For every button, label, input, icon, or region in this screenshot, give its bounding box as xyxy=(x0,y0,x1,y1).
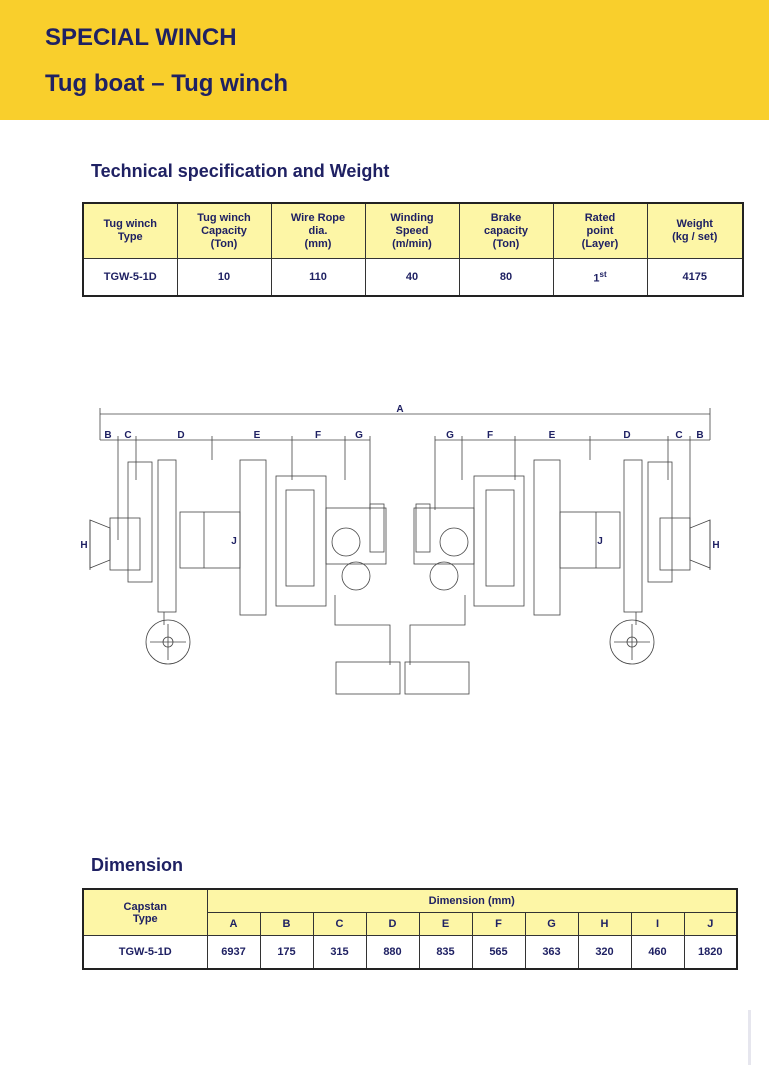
dimension-value-cell: 460 xyxy=(631,936,684,970)
label-right: C xyxy=(675,430,683,441)
dimension-value-cell: 6937 xyxy=(207,936,260,970)
dimension-col-header: H xyxy=(578,913,631,936)
dimension-data-row xyxy=(83,936,737,970)
spec-speed-cell: 40 xyxy=(365,259,459,297)
dimension-col-header: J xyxy=(684,913,737,936)
dimension-col-header: E xyxy=(419,913,472,936)
dimension-value-cell: 565 xyxy=(472,936,525,970)
dimension-table xyxy=(82,888,738,970)
dimension-col-header: A xyxy=(207,913,260,936)
label-left: C xyxy=(124,430,132,441)
dimension-group-row xyxy=(83,889,737,913)
label-left: F xyxy=(314,430,322,441)
label-right: G xyxy=(446,430,454,441)
spec-data-row xyxy=(83,259,743,297)
dimension-value-cell: 835 xyxy=(419,936,472,970)
label-right: F xyxy=(486,430,494,441)
spec-header-cell: Brake capacity (Ton) xyxy=(459,203,553,259)
spec-header-cell: Wire Rope dia. (mm) xyxy=(271,203,365,259)
dimension-col-header: C xyxy=(313,913,366,936)
dimension-value-cell: 175 xyxy=(260,936,313,970)
spec-header-cell: Tug winch Type xyxy=(83,203,177,259)
spec-type-cell: TGW-5-1D xyxy=(83,259,177,297)
header-banner xyxy=(0,0,769,120)
label-H-left: H xyxy=(80,540,88,551)
dimension-col-header: B xyxy=(260,913,313,936)
label-J-right: J xyxy=(597,536,603,547)
label-right: D xyxy=(623,430,631,441)
dimension-value-cell: 363 xyxy=(525,936,578,970)
winch-drawing xyxy=(80,400,720,700)
spec-header-cell: Rated point (Layer) xyxy=(553,203,647,259)
spec-header-cell: Tug winch Capacity (Ton) xyxy=(177,203,271,259)
label-H-right: H xyxy=(712,540,720,551)
spec-brake-cell: 80 xyxy=(459,259,553,297)
page-edge-mark xyxy=(748,1010,751,1065)
dimension-type-header: Capstan Type xyxy=(83,889,207,936)
dimension-col-header: F xyxy=(472,913,525,936)
label-right: B xyxy=(696,430,704,441)
spec-capacity-cell: 10 xyxy=(177,259,271,297)
dimension-value-cell: 315 xyxy=(313,936,366,970)
page-title: SPECIAL WINCH xyxy=(45,24,237,51)
dimension-col-header: D xyxy=(366,913,419,936)
label-J-left: J xyxy=(231,536,237,547)
page-subtitle: Tug boat – Tug winch xyxy=(45,70,289,97)
spec-table xyxy=(82,202,744,297)
label-left: D xyxy=(177,430,185,441)
dimension-value-cell: 1820 xyxy=(684,936,737,970)
label-left: G xyxy=(355,430,363,441)
dimension-col-header: G xyxy=(525,913,578,936)
dimension-group-header: Dimension (mm) xyxy=(207,889,737,913)
dimension-type-cell: TGW-5-1D xyxy=(83,936,207,970)
dimension-col-header: I xyxy=(631,913,684,936)
spec-rope-cell: 110 xyxy=(271,259,365,297)
spec-weight-cell: 4175 xyxy=(647,259,743,297)
spec-header-cell: Weight (kg / set) xyxy=(647,203,743,259)
label-left: E xyxy=(253,430,261,441)
label-left: B xyxy=(104,430,112,441)
label-right: E xyxy=(548,430,556,441)
dimension-heading: Dimension xyxy=(91,855,184,875)
dimension-value-cell: 320 xyxy=(578,936,631,970)
spec-heading: Technical specification and Weight xyxy=(91,161,390,181)
spec-rated-cell: 1st xyxy=(553,259,647,297)
label-A: A xyxy=(396,404,404,415)
spec-header-cell: Winding Speed (m/min) xyxy=(365,203,459,259)
dimension-value-cell: 880 xyxy=(366,936,419,970)
spec-header-row xyxy=(83,203,743,259)
